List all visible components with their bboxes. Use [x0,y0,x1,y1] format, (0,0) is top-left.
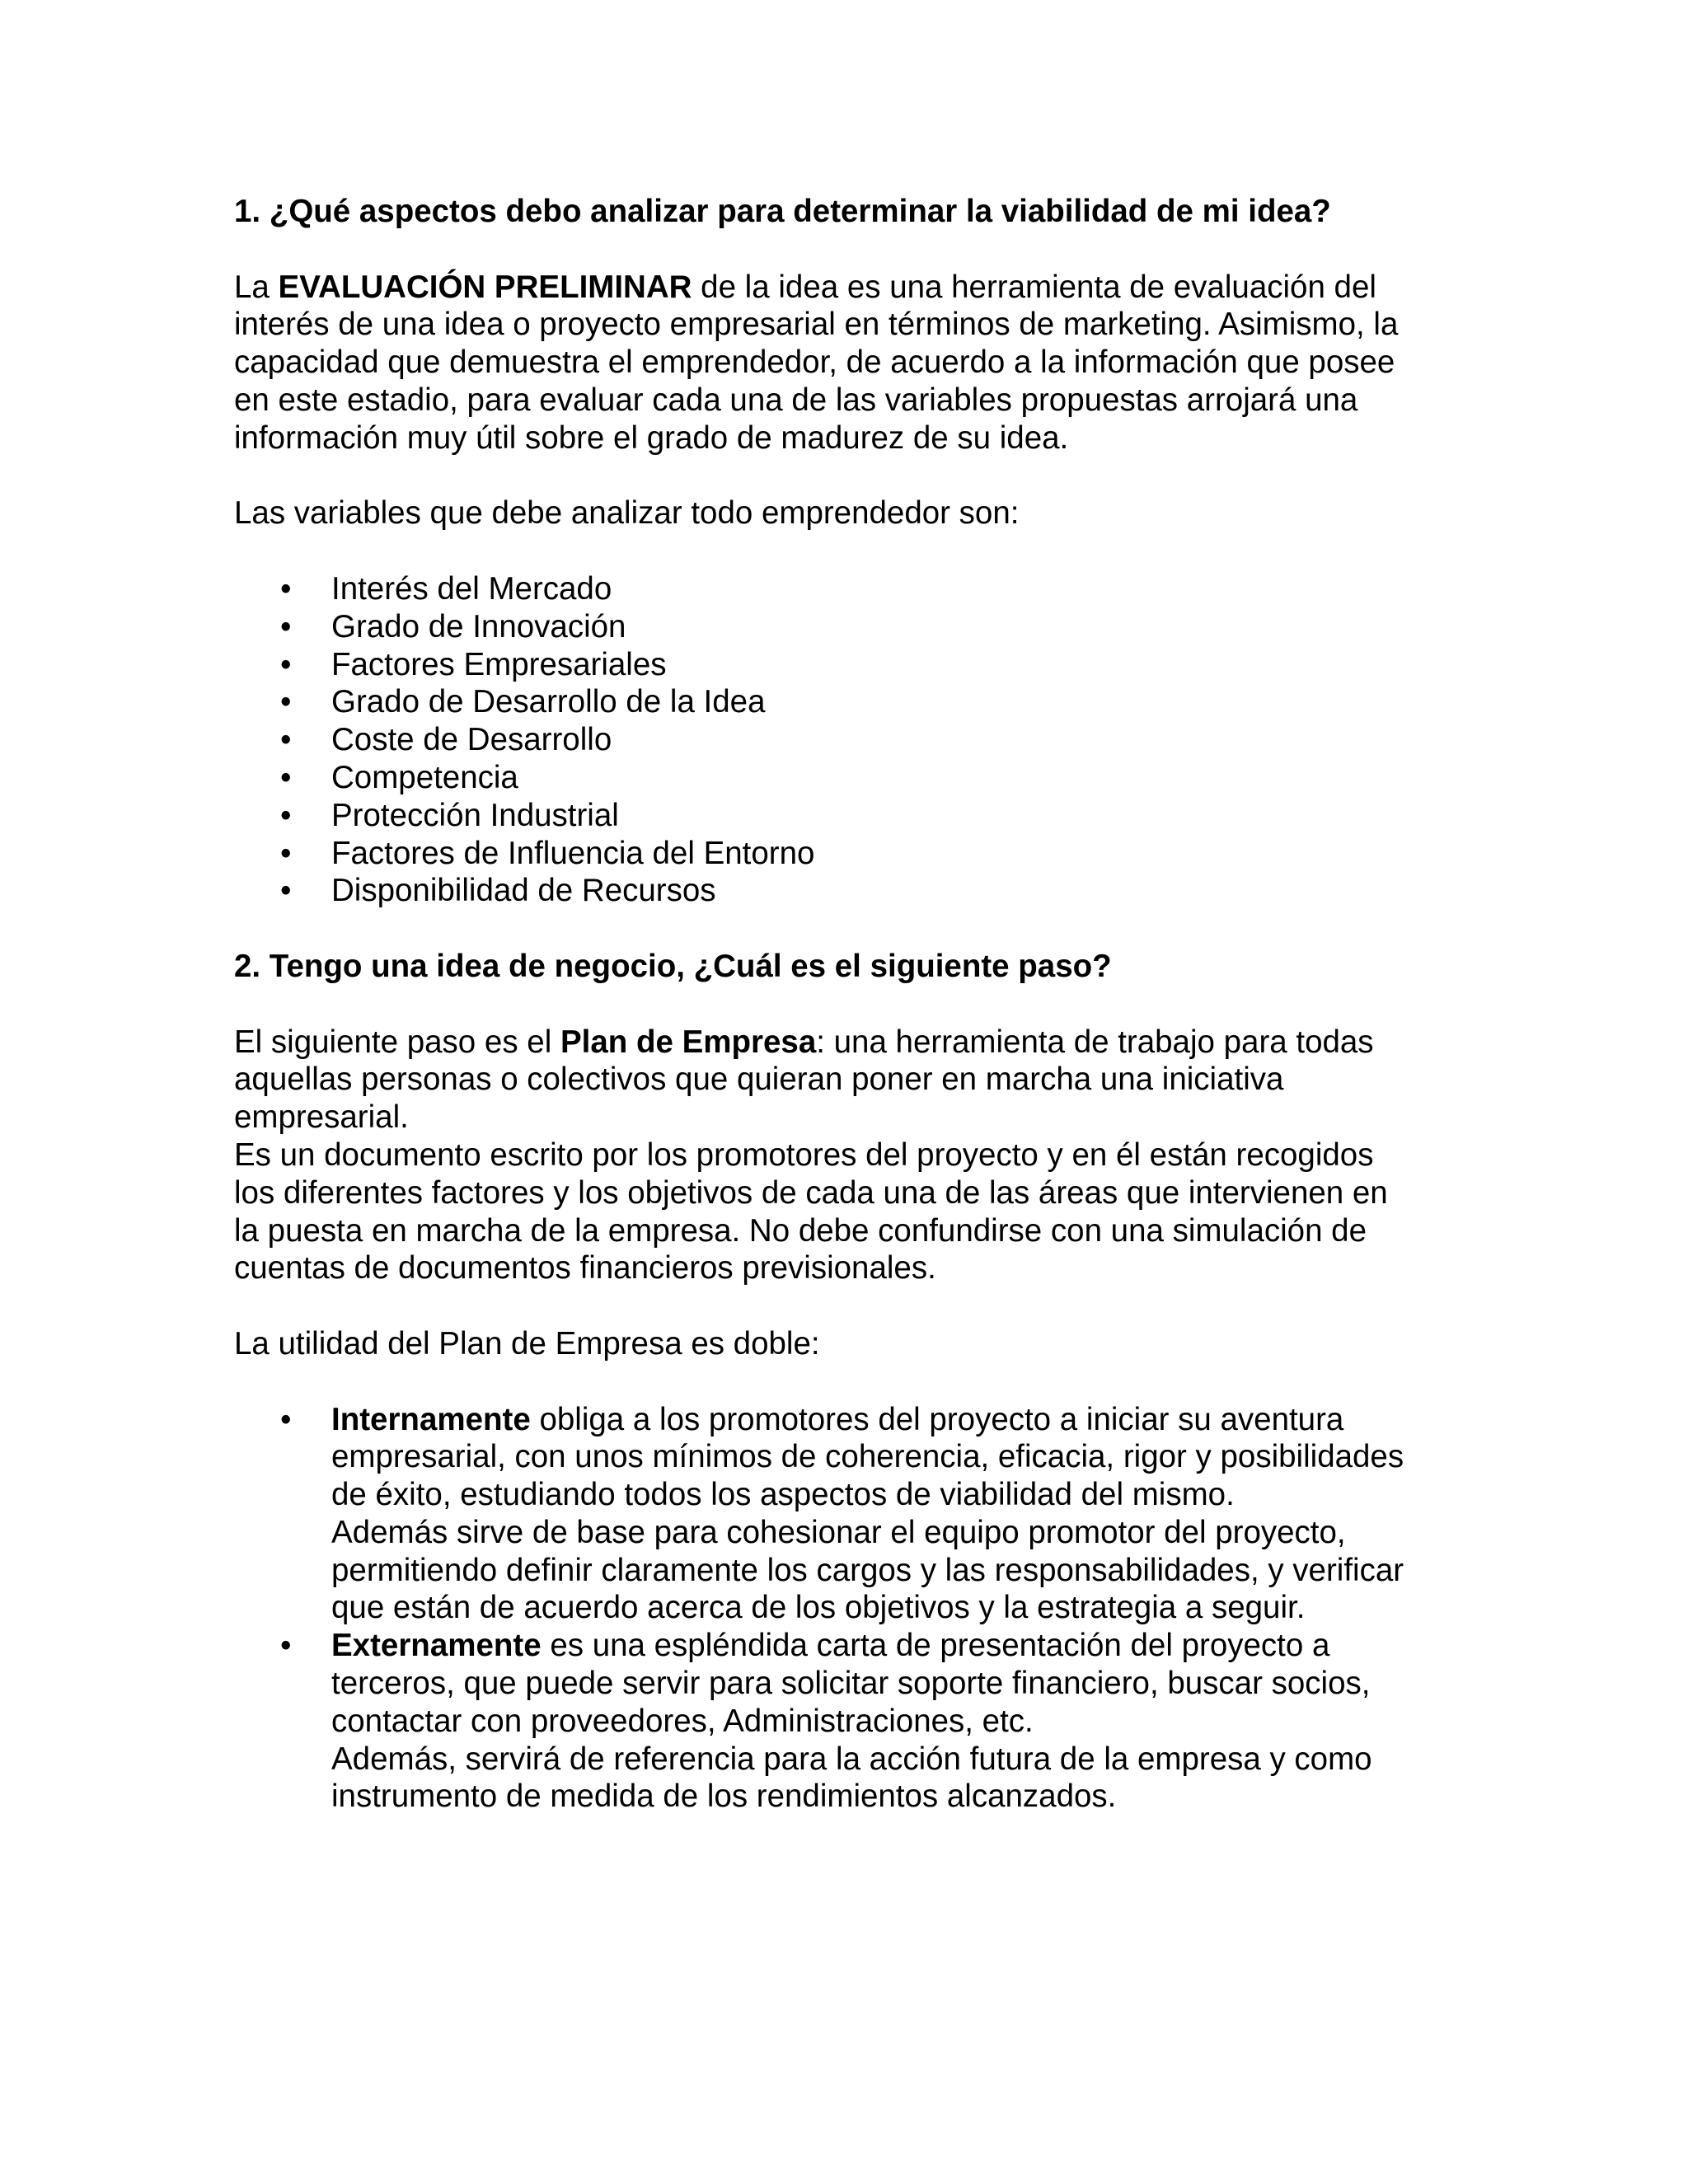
section2-paragraph2 [234,1137,1470,1287]
spacer [234,231,1470,269]
list-item: • Coste de Desarrollo [234,721,1470,759]
list-item: • Interés del Mercado [234,570,1470,608]
item-line [331,1401,1470,1439]
section1-heading: 1. ¿Qué aspectos debo analizar para determinar la viabilidad de mi idea? [234,194,1331,229]
variables-list [234,570,1470,910]
list-item: • Protección Industrial [234,797,1470,835]
utility-intro: La utilidad del Plan de Empresa es doble: [234,1325,820,1361]
document-page [234,193,1470,1816]
intro-line: en este estadio, para evaluar cada una de las variables propuestas arrojará una [234,382,1358,418]
spacer [234,986,1470,1024]
list-item: • Factores Empresariales [234,646,1470,684]
item-line: terceros, que puede servir para solicitar soporte financiero, buscar socios, [331,1666,1371,1702]
item-line-text: obliga a los promotores del proyecto a iniciar su aventura [530,1401,1344,1437]
paragraph-line: los diferentes factores y los objetivos de cada una de las áreas que intervienen en [234,1174,1388,1211]
spacer [234,910,1470,948]
spacer [234,457,1470,495]
variables-intro: Las variables que debe analizar todo emprendedor son: [234,495,1020,532]
list-item: • Grado de Desarrollo de la Idea [234,683,1470,721]
p1-line-text: : una herramienta de trabajo para todas [816,1024,1374,1060]
section1-intro [234,269,1470,457]
item-line: instrumento de medida de los rendimientos alcanzados. [331,1779,1117,1815]
intro-line: interés de una idea o proyecto empresarial en términos de marketing. Asimismo, la [234,307,1399,343]
intro-line: capacidad que demuestra el emprendedor, de acuerdo a la información que posee [234,344,1395,381]
item-line [331,1627,1470,1665]
spacer [234,532,1470,570]
paragraph-line [234,1024,1470,1062]
spacer [234,1363,1470,1401]
item-bold-term: Externamente [331,1628,542,1664]
item-line: Además sirve de base para cohesionar el equipo promotor del proyecto, [331,1514,1346,1550]
item-line: contactar con proveedores, Administraciones, etc. [331,1703,1034,1739]
intro-bold-term: EVALUACIÓN PRELIMINAR [278,269,692,305]
paragraph-line: Es un documento escrito por los promotores del proyecto y en él están recogidos [234,1137,1374,1173]
item-line: Además, servirá de referencia para la acción futura de la empresa y como [331,1741,1372,1777]
item-line-text: es una espléndida carta de presentación del proyecto a [541,1628,1330,1664]
item-bold-term: Internamente [331,1401,531,1437]
p1-prefix: El siguiente paso es el [234,1024,560,1060]
item-line: empresarial, con unos mínimos de coherencia, eficacia, rigor y posibilidades [331,1439,1404,1475]
item-line: de éxito, estudiando todos los aspectos de viabilidad del mismo. [331,1477,1235,1513]
item-line: que están de acuerdo acerca de los objetivos y la estrategia a seguir. [331,1590,1306,1626]
list-item-internamente [234,1401,1470,1628]
paragraph-line: cuentas de documentos financieros previsionales. [234,1250,936,1286]
list-item: • Grado de Innovación [234,608,1470,646]
intro-line: información muy útil sobre el grado de madurez de su idea. [234,419,1069,456]
intro-line-text: de la idea es una herramienta de evaluación del [692,269,1376,305]
section2-paragraph1 [234,1024,1470,1137]
intro-line [234,269,1470,307]
paragraph-line: aquellas personas o colectivos que quieran poner en marcha una iniciativa [234,1062,1284,1098]
paragraph-line: la puesta en marcha de la empresa. No debe confundirse con una simulación de [234,1212,1367,1249]
p1-bold-term: Plan de Empresa [560,1024,817,1060]
spacer [234,1287,1470,1325]
paragraph-line: empresarial. [234,1099,409,1136]
list-item: • Competencia [234,759,1470,797]
utility-list [234,1401,1470,1816]
intro-prefix: La [234,269,279,305]
item-line: permitiendo definir claramente los cargos y las responsabilidades, y verificar [331,1552,1404,1588]
list-item: • Disponibilidad de Recursos [234,872,1470,910]
list-item-externamente [234,1627,1470,1816]
section2-heading: 2. Tengo una idea de negocio, ¿Cuál es el siguiente paso? [234,948,1112,984]
list-item: • Factores de Influencia del Entorno [234,835,1470,873]
